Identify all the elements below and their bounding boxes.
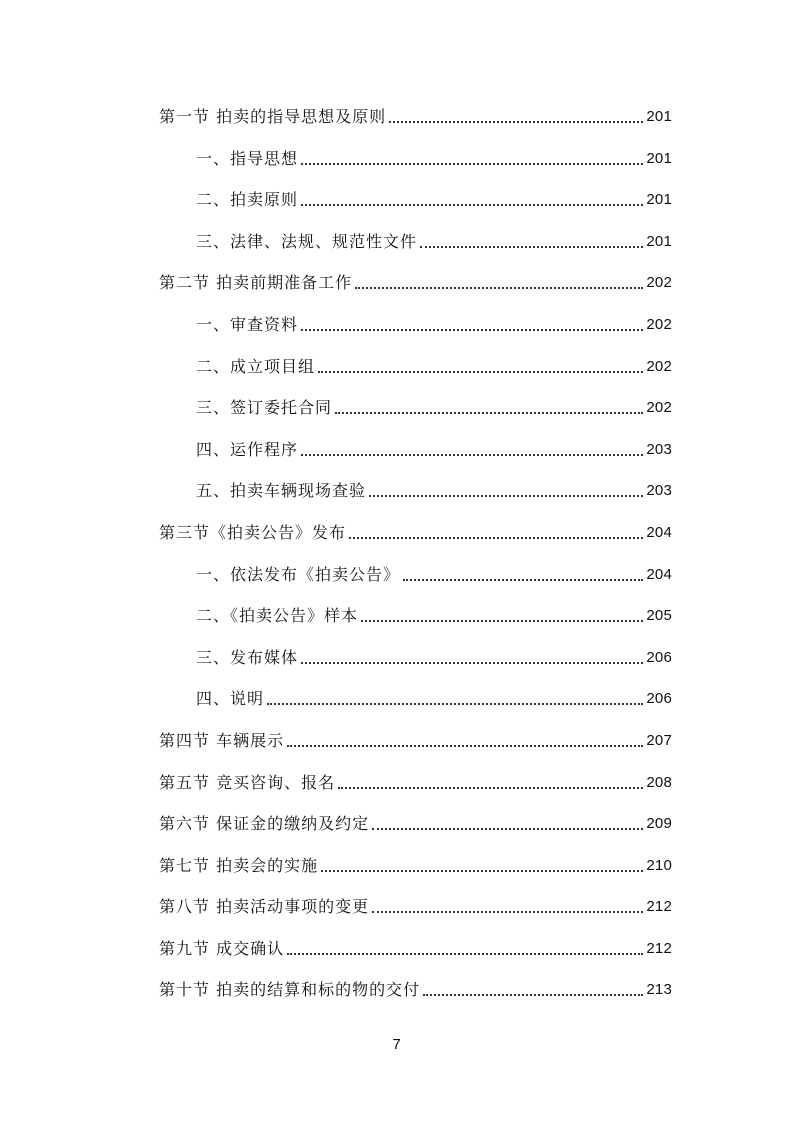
toc-section-entry[interactable] (0, 96, 793, 138)
toc-dot-leader (287, 953, 643, 955)
toc-entry-title: 第四节 车辆展示 (159, 730, 285, 750)
toc-page-number: 206 (646, 690, 672, 708)
toc-page-number: 204 (646, 565, 672, 583)
toc-dot-leader (338, 787, 643, 789)
toc-dot-leader (335, 412, 643, 414)
toc-page-number: 212 (646, 898, 672, 916)
toc-subsection-entry[interactable] (0, 554, 793, 596)
toc-subsection-entry[interactable] (0, 346, 793, 388)
toc-page-number: 205 (646, 607, 672, 625)
toc-entry-line (159, 811, 672, 835)
toc-dot-leader (420, 246, 643, 248)
toc-dot-leader (355, 287, 643, 289)
toc-dot-leader (369, 495, 643, 497)
toc-section-entry[interactable] (0, 803, 793, 845)
toc-page-number: 210 (646, 856, 672, 874)
toc-entry-line (196, 187, 672, 211)
toc-entry-title: 第八节 拍卖活动事项的变更 (159, 897, 370, 917)
toc-entry-line (196, 437, 672, 461)
toc-section-entry[interactable] (0, 720, 793, 762)
toc-subsection-entry[interactable] (0, 387, 793, 429)
toc-dot-leader (301, 329, 643, 331)
toc-entry-line (196, 146, 672, 170)
toc-dot-leader (321, 870, 643, 872)
toc-entry-line (159, 977, 672, 1001)
toc-entry-title: 第十节 拍卖的结算和标的物的交付 (159, 980, 421, 1000)
toc-page-number: 202 (646, 315, 672, 333)
toc-entry-title: 四、说明 (196, 689, 265, 709)
toc-entry-line (159, 520, 672, 544)
toc-page-number: 202 (646, 399, 672, 417)
toc-entry-title: 三、签订委托合同 (196, 398, 333, 418)
toc-entry-line (159, 728, 672, 752)
toc-page-number: 204 (646, 523, 672, 541)
toc-entry-title: 二、成立项目组 (196, 356, 316, 376)
toc-subsection-entry[interactable] (0, 304, 793, 346)
toc-page-number: 202 (646, 357, 672, 375)
toc-section-entry[interactable] (0, 762, 793, 804)
toc-page-number: 212 (646, 939, 672, 957)
toc-entry-title: 四、运作程序 (196, 439, 299, 459)
toc-dot-leader (349, 537, 643, 539)
toc-entry-line (196, 312, 672, 336)
toc-entry-line (196, 686, 672, 710)
toc-entry-title: 二、拍卖原则 (196, 190, 299, 210)
toc-dot-leader (301, 662, 643, 664)
toc-dot-leader (301, 454, 643, 456)
toc-entry-title: 一、依法发布《拍卖公告》 (196, 564, 401, 584)
toc-section-entry[interactable] (0, 512, 793, 554)
toc-entry-title: 第五节 竞买咨询、报名 (159, 772, 336, 792)
toc-subsection-entry[interactable] (0, 595, 793, 637)
toc-dot-leader (372, 911, 643, 913)
toc-dot-leader (301, 204, 643, 206)
toc-page-number: 209 (646, 815, 672, 833)
toc-entry-title: 二、《拍卖公告》样本 (196, 606, 359, 626)
toc-entry-title: 第一节 拍卖的指导思想及原则 (159, 107, 387, 126)
toc-entry-line (159, 853, 672, 877)
toc-page-number: 201 (646, 149, 672, 167)
toc-subsection-entry[interactable] (0, 429, 793, 471)
toc-entry-line (159, 770, 672, 794)
toc-entry-line (196, 229, 672, 253)
toc-entry-line (159, 270, 672, 294)
toc-subsection-entry[interactable] (0, 138, 793, 180)
toc-dot-leader (267, 703, 643, 705)
toc-entry-title: 第九节 成交确认 (159, 938, 285, 958)
toc-entry-title: 第二节 拍卖前期准备工作 (159, 273, 353, 293)
toc-page-number: 207 (646, 731, 672, 749)
toc-subsection-entry[interactable] (0, 221, 793, 263)
toc-page-number: 201 (646, 191, 672, 209)
toc-entry-title: 三、发布媒体 (196, 647, 299, 667)
toc-dot-leader (318, 371, 643, 373)
toc-section-entry[interactable] (0, 969, 793, 1011)
page-number: 7 (392, 1036, 401, 1053)
toc-page-number: 201 (646, 232, 672, 250)
toc-page-number: 206 (646, 648, 672, 666)
toc-page-number: 202 (646, 274, 672, 292)
toc-entry-line (196, 603, 672, 627)
toc-entry-line (196, 645, 672, 669)
toc-section-entry[interactable] (0, 845, 793, 887)
toc-entry-line (196, 562, 672, 586)
toc-entry-line (159, 894, 672, 918)
toc-dot-leader (372, 828, 643, 830)
toc-dot-leader (287, 745, 643, 747)
toc-entry-title: 一、指导思想 (196, 148, 299, 168)
toc-entry-line (196, 354, 672, 378)
toc-entry-line (196, 395, 672, 419)
toc-entry-line (196, 478, 672, 502)
toc-entry-title: 三、法律、法规、规范性文件 (196, 231, 418, 251)
toc-dot-leader (301, 163, 643, 165)
toc-dot-leader (403, 579, 643, 581)
toc-subsection-entry[interactable] (0, 678, 793, 720)
toc-entry-line (159, 104, 672, 128)
toc-dot-leader (389, 121, 643, 123)
toc-entry-title: 一、审查资料 (196, 314, 299, 334)
toc-page-number: 208 (646, 773, 672, 791)
toc-subsection-entry[interactable] (0, 637, 793, 679)
table-of-contents (0, 96, 793, 1011)
toc-page-number: 203 (646, 482, 672, 500)
toc-dot-leader (423, 994, 643, 996)
toc-subsection-entry[interactable] (0, 470, 793, 512)
toc-dot-leader (361, 620, 643, 622)
toc-section-entry[interactable] (0, 886, 793, 928)
toc-page-number: 213 (646, 981, 672, 999)
toc-entry-line (159, 936, 672, 960)
toc-page-number: 203 (646, 440, 672, 458)
toc-entry-title: 第六节 保证金的缴纳及约定 (159, 814, 370, 834)
toc-section-entry[interactable] (0, 262, 793, 304)
toc-subsection-entry[interactable] (0, 179, 793, 221)
toc-entry-title: 第七节 拍卖会的实施 (159, 855, 319, 875)
toc-page-number: 201 (646, 108, 672, 125)
toc-entry-title: 五、拍卖车辆现场查验 (196, 481, 367, 501)
toc-section-entry[interactable] (0, 928, 793, 970)
toc-entry-title: 第三节《拍卖公告》发布 (159, 522, 347, 542)
